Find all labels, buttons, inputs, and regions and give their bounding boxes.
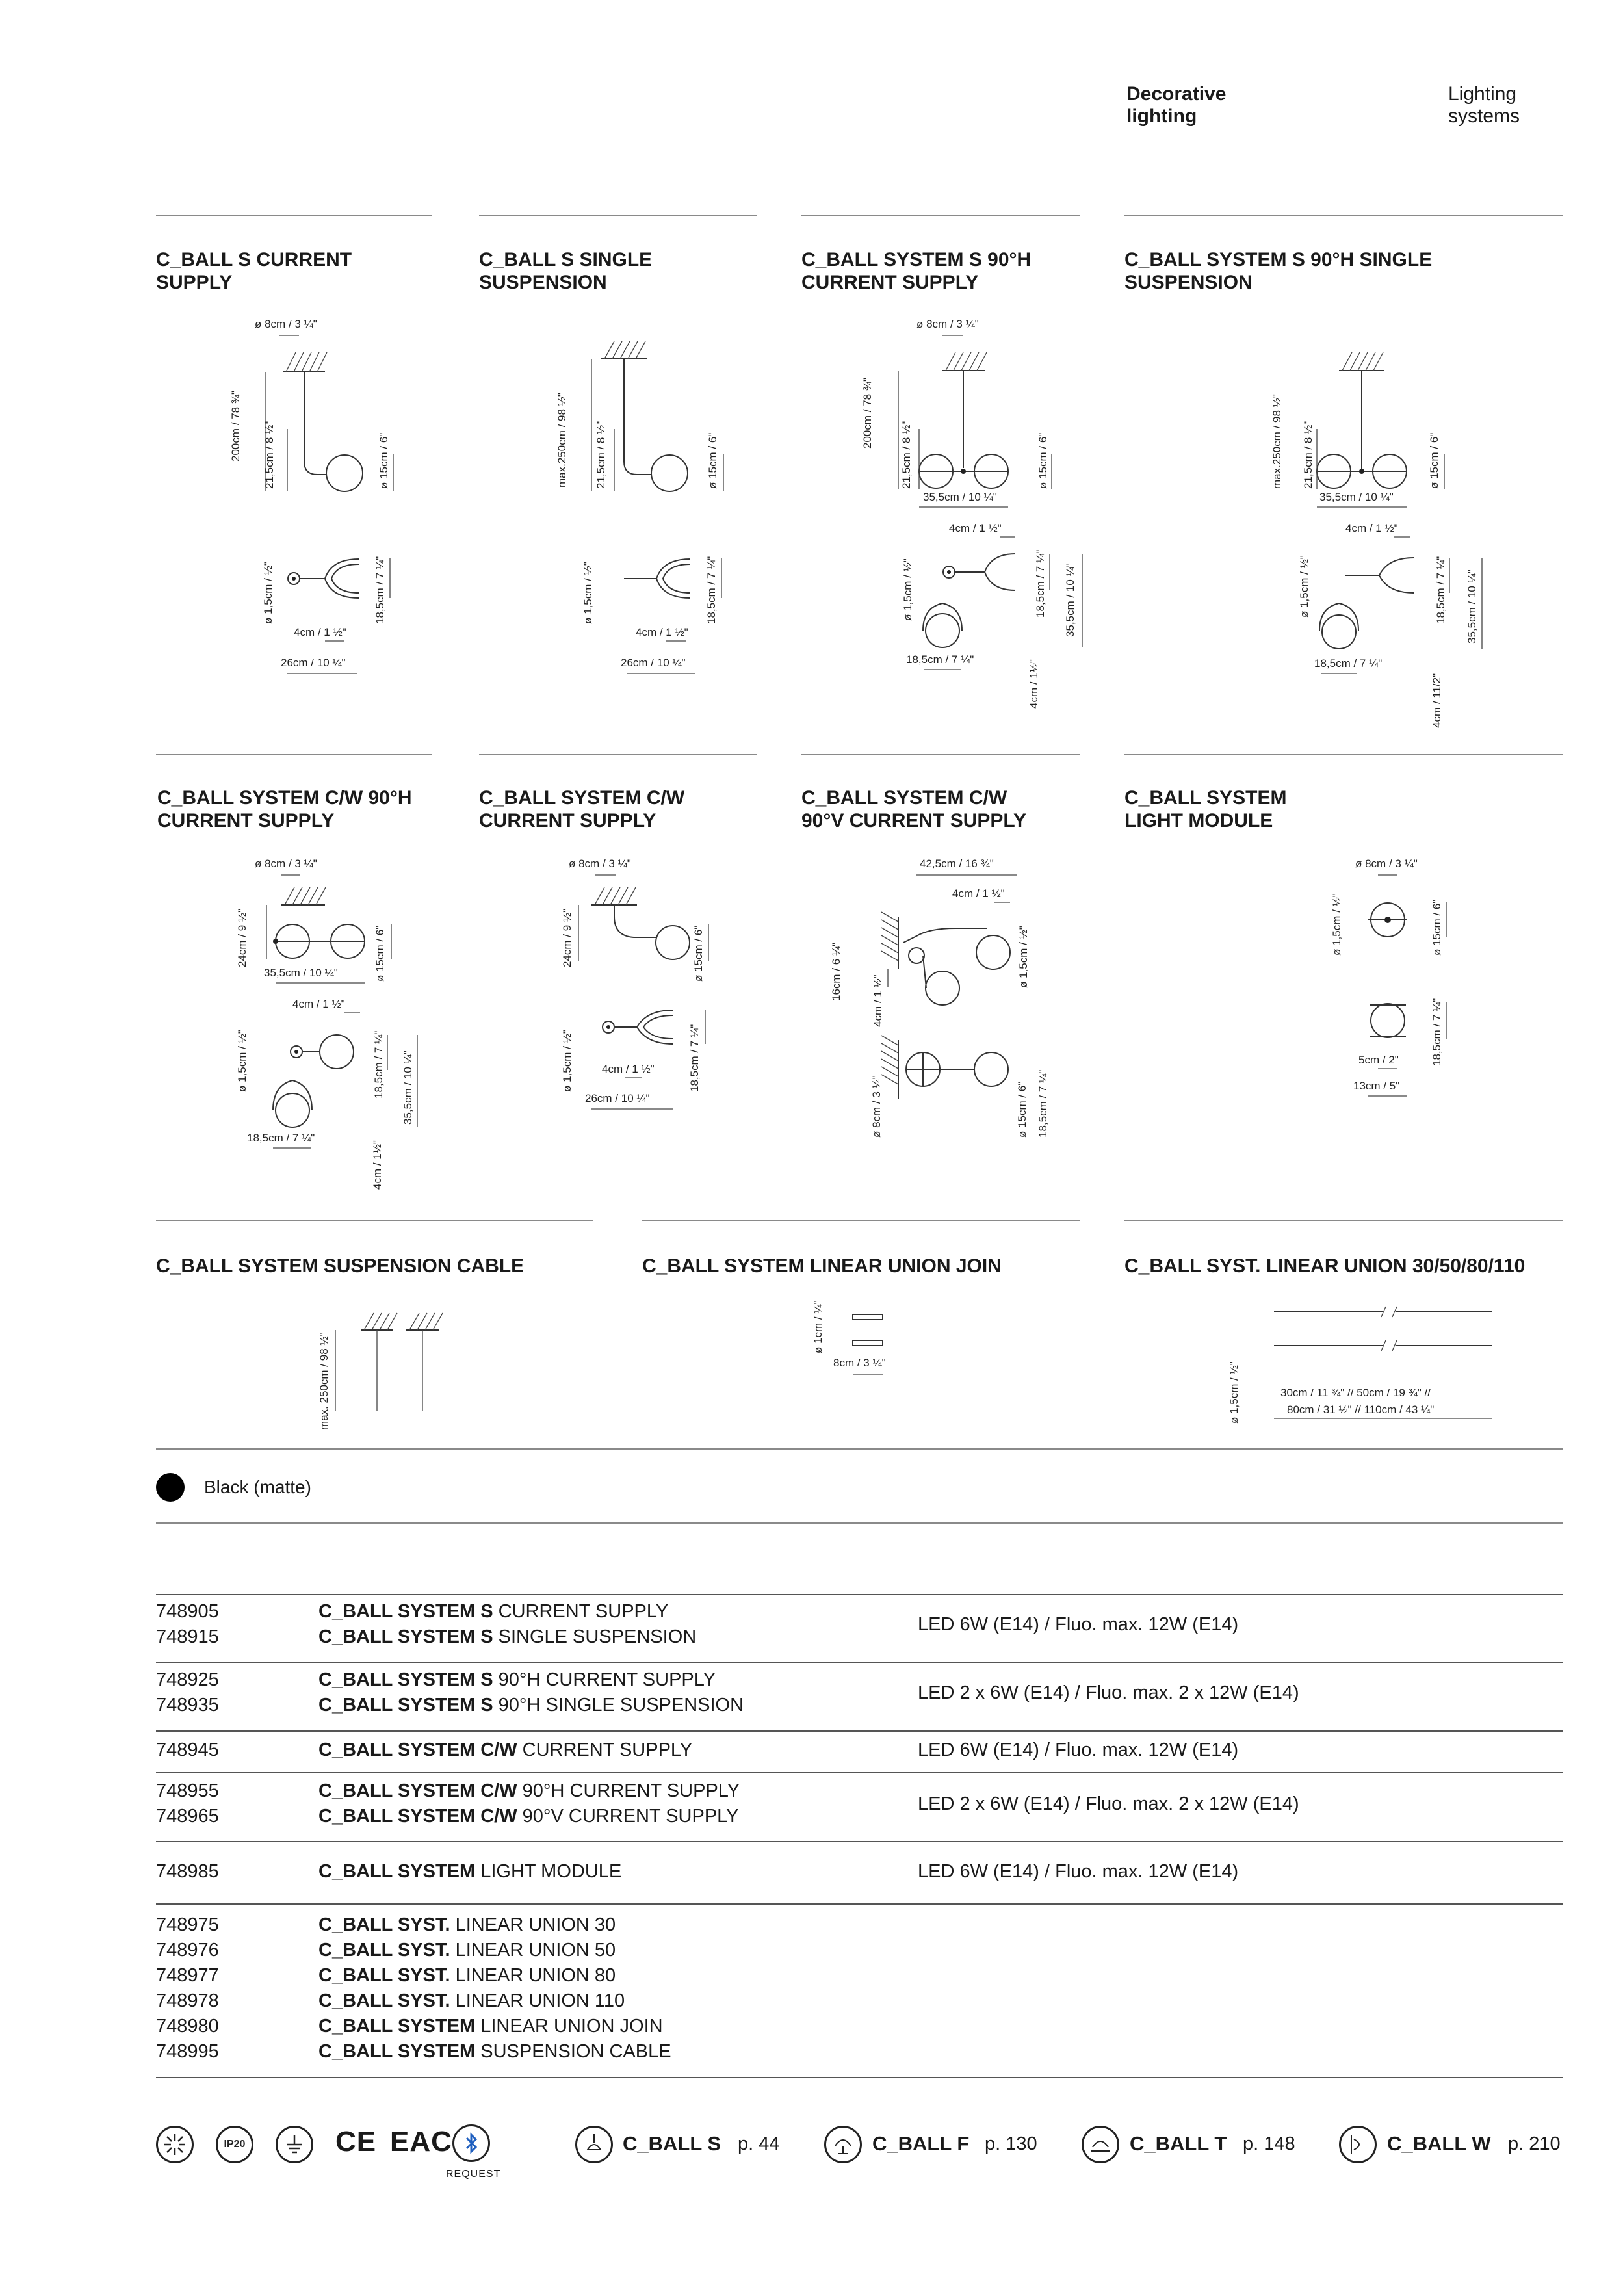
dim-label: ø 1,5cm / ½" (1298, 555, 1310, 618)
table-divider (156, 2077, 1563, 2078)
product-title-line: C_BALL SYSTEM (1124, 787, 1287, 809)
product-title-line: SUSPENSION (479, 272, 607, 293)
dim-label: 35,5cm / 10 ¼" (1319, 491, 1394, 503)
product-code: 748935 (156, 1695, 219, 1715)
dim-label: 35,5cm / 10 ¼" (923, 491, 997, 503)
table-divider (156, 1841, 1563, 1842)
drawing-single-suspension (539, 312, 747, 683)
divider (156, 1522, 1563, 1524)
divider (156, 1448, 1563, 1450)
table-lamp-icon[interactable] (1082, 2126, 1119, 2163)
dim-label: 18,5cm / 7 ¼" (688, 1024, 701, 1092)
product-name-rest: SUSPENSION CABLE (475, 2041, 671, 2062)
dim-label: ø 15cm / 6" (1037, 432, 1049, 489)
product-name (318, 1693, 744, 1718)
product-name-rest: 90°H CURRENT SUPPLY (493, 1669, 716, 1690)
dim-label: ø 15cm / 6" (1016, 1081, 1028, 1138)
dim-label: ø 8cm / 3 ¼" (1355, 857, 1418, 870)
finish-label: Black (matte) (204, 1477, 311, 1497)
dim-label: 18,5cm / 7 ¼" (247, 1132, 315, 1144)
divider (156, 754, 432, 755)
product-code: 748995 (156, 2041, 219, 2062)
dim-label: 4cm / 1 ½" (636, 626, 688, 638)
dim-label: 35,5cm / 10 ¼" (1064, 563, 1076, 637)
product-title-7 (1124, 787, 1286, 832)
dim-label: 30cm / 11 ¾" // 50cm / 19 ¾" // (1280, 1387, 1431, 1399)
dim-label: ø 1,5cm / ½" (582, 562, 594, 624)
product-code: 748925 (156, 1669, 219, 1690)
header-category (1126, 83, 1226, 127)
table-divider (156, 1772, 1563, 1773)
dim-label: 21,5cm / 8 ½" (263, 421, 276, 489)
product-name-bold: C_BALL SYST. (318, 1914, 450, 1935)
product-title-line: SUPPLY (156, 272, 233, 293)
dim-label: 42,5cm / 16 ¾" (920, 857, 994, 870)
divider (801, 215, 1080, 216)
dim-label: ø 1,5cm / ½" (1331, 893, 1343, 956)
product-name-bold: C_BALL SYST. (318, 1990, 450, 2011)
product-name (318, 1938, 671, 1963)
drawing-cw-90h (227, 852, 461, 1203)
product-name-rest: LIGHT MODULE (475, 1861, 622, 1882)
product-name-rest: LINEAR UNION JOIN (475, 2016, 663, 2037)
product-spec: LED 6W (E14) / Fluo. max. 12W (E14) (918, 1614, 1239, 1635)
dim-label: 18,5cm / 7 ¼" (374, 556, 386, 624)
dim-label: 24cm / 9 ½" (236, 908, 248, 967)
dim-label: ø 8cm / 3 ¼" (916, 318, 979, 330)
ip20-icon: IP20 (216, 2126, 253, 2163)
product-code: 748985 (156, 1861, 219, 1882)
dim-label: ø 15cm / 6" (374, 925, 386, 982)
product-title-2 (801, 248, 1031, 294)
dim-label: 4cm / 1 ½" (602, 1063, 655, 1075)
drawing-90h-single-suspension (1254, 338, 1501, 728)
product-code: 748915 (156, 1626, 219, 1647)
dim-label: ø 1,5cm / ½" (561, 1030, 573, 1092)
product-name-bold: C_BALL SYSTEM C/W (318, 1781, 517, 1801)
dim-label: 21,5cm / 8 ½" (1302, 421, 1314, 489)
dim-label: 16cm / 6 ¼" (830, 942, 842, 1001)
product-code: 748977 (156, 1965, 219, 1986)
dim-label: 18,5cm / 7 ¼" (906, 653, 974, 666)
product-name (318, 1859, 621, 1885)
table-divider (156, 1594, 1563, 1595)
product-code: 748975 (156, 1914, 219, 1935)
product-title-line: C_BALL SYSTEM C/W (479, 787, 685, 809)
dim-label: 18,5cm / 7 ¼" (1435, 556, 1447, 624)
product-title-5 (479, 787, 684, 832)
product-title-4 (157, 787, 412, 832)
product-name-bold: C_BALL SYSTEM C/W (318, 1806, 517, 1827)
dim-label: 18,5cm / 7 ¼" (705, 556, 718, 624)
ref-product-f[interactable]: C_BALL F (872, 2132, 970, 2155)
product-title-6 (801, 787, 1026, 832)
bluetooth-icon[interactable] (452, 2124, 490, 2162)
dim-label: max.250cm / 98 ½" (556, 393, 568, 488)
product-name-rest: LINEAR UNION 30 (450, 1914, 616, 1935)
header-section-line1: Lighting (1448, 83, 1517, 105)
product-name-bold: C_BALL SYST. (318, 1940, 450, 1961)
dim-label: 18,5cm / 7 ¼" (372, 1030, 385, 1099)
dim-label: ø 15cm / 6" (1431, 899, 1443, 956)
product-name (318, 1624, 696, 1650)
header-category-line1: Decorative (1126, 83, 1227, 105)
dim-label: ø 15cm / 6" (1428, 432, 1440, 489)
product-title-line: LIGHT MODULE (1124, 810, 1273, 831)
dim-label: 26cm / 10 ¼" (585, 1092, 650, 1104)
drawing-90h-current-supply (845, 312, 1118, 728)
dim-label: 8cm / 3 ¼" (833, 1357, 886, 1369)
product-name-rest: LINEAR UNION 110 (450, 1990, 625, 2011)
dim-label: 35,5cm / 10 ¼" (1466, 569, 1478, 644)
product-name (318, 2039, 671, 2065)
ref-page-f: p. 130 (985, 2133, 1037, 2154)
dim-label: ø 1,5cm / ½" (262, 562, 274, 624)
product-code: 748905 (156, 1601, 219, 1622)
product-spec: LED 2 x 6W (E14) / Fluo. max. 2 x 12W (E14) (918, 1682, 1299, 1703)
product-name (318, 1804, 740, 1829)
drawing-linear-union-join (806, 1287, 936, 1391)
dim-label: 5cm / 2" (1358, 1054, 1399, 1066)
dim-label: ø 1cm / ¼" (812, 1300, 824, 1353)
product-code: 748945 (156, 1740, 219, 1760)
dim-label: max. 250cm / 98 ½" (318, 1332, 330, 1430)
product-title-3 (1124, 248, 1432, 294)
dim-label: 4cm / 1 ½" (292, 998, 345, 1010)
divider (479, 754, 757, 755)
product-code: 748978 (156, 1990, 219, 2011)
wall-lamp-icon[interactable] (1339, 2126, 1377, 2163)
product-name (318, 1667, 744, 1693)
product-name-bold: C_BALL SYSTEM C/W (318, 1740, 517, 1760)
dim-label: 200cm / 78 ¾" (861, 377, 874, 449)
drawing-current-supply (195, 312, 416, 683)
eac-mark-icon: EAC (390, 2126, 452, 2158)
product-name-bold: C_BALL SYSTEM S (318, 1626, 493, 1647)
dimmable-icon (156, 2126, 194, 2163)
divider (642, 1220, 1080, 1221)
product-title-line: CURRENT SUPPLY (157, 810, 335, 831)
product-title-0 (156, 248, 352, 294)
product-spec: LED 2 x 6W (E14) / Fluo. max. 2 x 12W (E14) (918, 1794, 1299, 1814)
dim-label: 21,5cm / 8 ½" (900, 421, 913, 489)
dim-label: max.250cm / 98 ½" (1271, 394, 1283, 489)
floor-lamp-icon[interactable] (824, 2126, 862, 2163)
product-name (318, 1912, 671, 1938)
product-code: 748955 (156, 1781, 219, 1801)
product-code: 748976 (156, 1940, 219, 1961)
dim-label: 35,5cm / 10 ¼" (402, 1050, 414, 1125)
dim-label: ø 8cm / 3 ¼" (255, 318, 317, 330)
dim-label: 18,5cm / 7 ¼" (1034, 549, 1046, 618)
dim-label: 35,5cm / 10 ¼" (264, 967, 338, 979)
header-section-line2: systems (1448, 105, 1520, 127)
product-name-bold: C_BALL SYST. (318, 1965, 450, 1986)
drawing-linear-union (1222, 1294, 1508, 1424)
product-title-line: C_BALL S CURRENT (156, 249, 352, 270)
product-title-line: C_BALL SYSTEM S 90°H SINGLE (1124, 249, 1433, 270)
product-name-rest: CURRENT SUPPLY (517, 1740, 693, 1760)
dim-label: 18,5cm / 7 ¼" (1037, 1069, 1049, 1138)
ref-product-w[interactable]: C_BALL W (1387, 2132, 1491, 2155)
product-name-bold: C_BALL SYSTEM (318, 2041, 476, 2062)
product-name (318, 1963, 671, 1989)
product-title-line: C_BALL S SINGLE (479, 249, 653, 270)
ref-page-s: p. 44 (738, 2133, 780, 2154)
product-title-10: C_BALL SYST. LINEAR UNION 30/50/80/110 (1124, 1255, 1526, 1277)
product-name-rest: CURRENT SUPPLY (493, 1601, 669, 1622)
dim-label: ø 15cm / 6" (707, 432, 719, 489)
product-name-bold: C_BALL SYSTEM S (318, 1669, 493, 1690)
product-title-line: CURRENT SUPPLY (479, 810, 656, 831)
dim-label: 4cm / 1 ½" (294, 626, 346, 638)
dim-label: 26cm / 10 ¼" (621, 657, 686, 669)
dim-label: ø 1,5cm / ½" (1017, 926, 1030, 988)
dim-label: 26cm / 10 ¼" (281, 657, 346, 669)
ref-product-s[interactable]: C_BALL S (623, 2132, 721, 2155)
dim-label: ø 1,5cm / ½" (236, 1030, 248, 1092)
dim-label: ø 1,5cm / ½" (902, 558, 914, 621)
dim-label: 4cm / 1½" (371, 1140, 383, 1190)
product-name (318, 1738, 692, 1763)
divider (1124, 1220, 1563, 1221)
dim-label: 21,5cm / 8 ½" (595, 421, 607, 489)
dim-label: 4cm / 1 ½" (949, 522, 1002, 534)
product-title-line: C_BALL SYSTEM S 90°H (801, 249, 1032, 270)
product-name (318, 1779, 740, 1804)
table-divider (156, 1730, 1563, 1732)
product-spec: LED 6W (E14) / Fluo. max. 12W (E14) (918, 1861, 1239, 1882)
product-title-1 (479, 248, 652, 294)
divider (156, 215, 432, 216)
product-title-line: SUSPENSION (1124, 272, 1253, 293)
divider (479, 215, 757, 216)
dim-label: 13cm / 5" (1353, 1080, 1400, 1092)
product-name-rest: LINEAR UNION 80 (450, 1965, 616, 1986)
product-title-line: CURRENT SUPPLY (801, 272, 979, 293)
ref-product-t[interactable]: C_BALL T (1130, 2132, 1227, 2155)
product-code: 748980 (156, 2016, 219, 2037)
product-name-bold: C_BALL SYSTEM S (318, 1601, 493, 1622)
drawing-suspension-cable (312, 1294, 468, 1437)
ref-page-w: p. 210 (1508, 2133, 1561, 2154)
dim-label: 80cm / 31 ½" // 110cm / 43 ¼" (1287, 1403, 1435, 1416)
product-title-line: C_BALL SYSTEM C/W (801, 787, 1007, 809)
finish-swatch (156, 1473, 185, 1502)
product-name (318, 1599, 696, 1624)
product-name-rest: 90°H SINGLE SUSPENSION (493, 1695, 744, 1715)
header-category-line2: lighting (1126, 105, 1197, 127)
dim-label: ø 1,5cm / ½" (1228, 1361, 1240, 1424)
table-divider (156, 1903, 1563, 1905)
ref-page-t: p. 148 (1243, 2133, 1295, 2154)
dim-label: 4cm / 1 ½" (872, 974, 884, 1027)
header-section (1448, 83, 1520, 127)
drawing-light-module (1313, 852, 1482, 1105)
dim-label: 4cm / 1 ½" (1345, 522, 1398, 534)
dim-label: 4cm / 1 ½" (952, 887, 1005, 900)
dim-label: 4cm / 1½" (1028, 659, 1040, 709)
dim-label: ø 8cm / 3 ¼" (569, 857, 631, 870)
product-name-bold: C_BALL SYSTEM (318, 1861, 476, 1882)
product-title-9: C_BALL SYSTEM LINEAR UNION JOIN (642, 1255, 1002, 1277)
request-label: REQUEST (446, 2169, 501, 2180)
dim-label: ø 15cm / 6" (378, 432, 390, 489)
divider (1124, 754, 1563, 755)
product-name (318, 2014, 671, 2039)
dim-label: ø 8cm / 3 ¼" (255, 857, 317, 870)
dim-label: ø 15cm / 6" (692, 925, 705, 982)
divider (801, 754, 1080, 755)
product-title-line: 90°V CURRENT SUPPLY (801, 810, 1026, 831)
product-spec: LED 6W (E14) / Fluo. max. 12W (E14) (918, 1740, 1239, 1760)
dim-label: 24cm / 9 ½" (561, 908, 573, 967)
dim-label: 4cm / 11/2" (1431, 673, 1443, 728)
dim-label: 18,5cm / 7 ¼" (1314, 657, 1383, 670)
ce-mark-icon: CE (335, 2126, 377, 2158)
dim-label: 18,5cm / 7 ¼" (1431, 998, 1443, 1066)
drawing-cw-90v (825, 852, 1085, 1151)
class1-ground-icon (276, 2126, 313, 2163)
product-name-rest: 90°V CURRENT SUPPLY (517, 1806, 739, 1827)
product-name-rest: LINEAR UNION 50 (450, 1940, 616, 1961)
product-name-bold: C_BALL SYSTEM (318, 2016, 476, 2037)
divider (156, 1220, 593, 1221)
drawing-cw (552, 852, 760, 1125)
dim-label: ø 8cm / 3 ¼" (870, 1075, 883, 1138)
product-name-rest: SINGLE SUSPENSION (493, 1626, 697, 1647)
product-title-line: C_BALL SYSTEM C/W 90°H (157, 787, 412, 809)
table-divider (156, 1662, 1563, 1663)
product-name-rest: 90°H CURRENT SUPPLY (517, 1781, 740, 1801)
product-code: 748965 (156, 1806, 219, 1827)
divider (1124, 215, 1563, 216)
product-name (318, 1989, 671, 2014)
dim-label: 200cm / 78 ¾" (229, 390, 242, 462)
product-title-8: C_BALL SYSTEM SUSPENSION CABLE (156, 1255, 525, 1277)
pendant-lamp-icon[interactable] (575, 2126, 613, 2163)
product-name-bold: C_BALL SYSTEM S (318, 1695, 493, 1715)
